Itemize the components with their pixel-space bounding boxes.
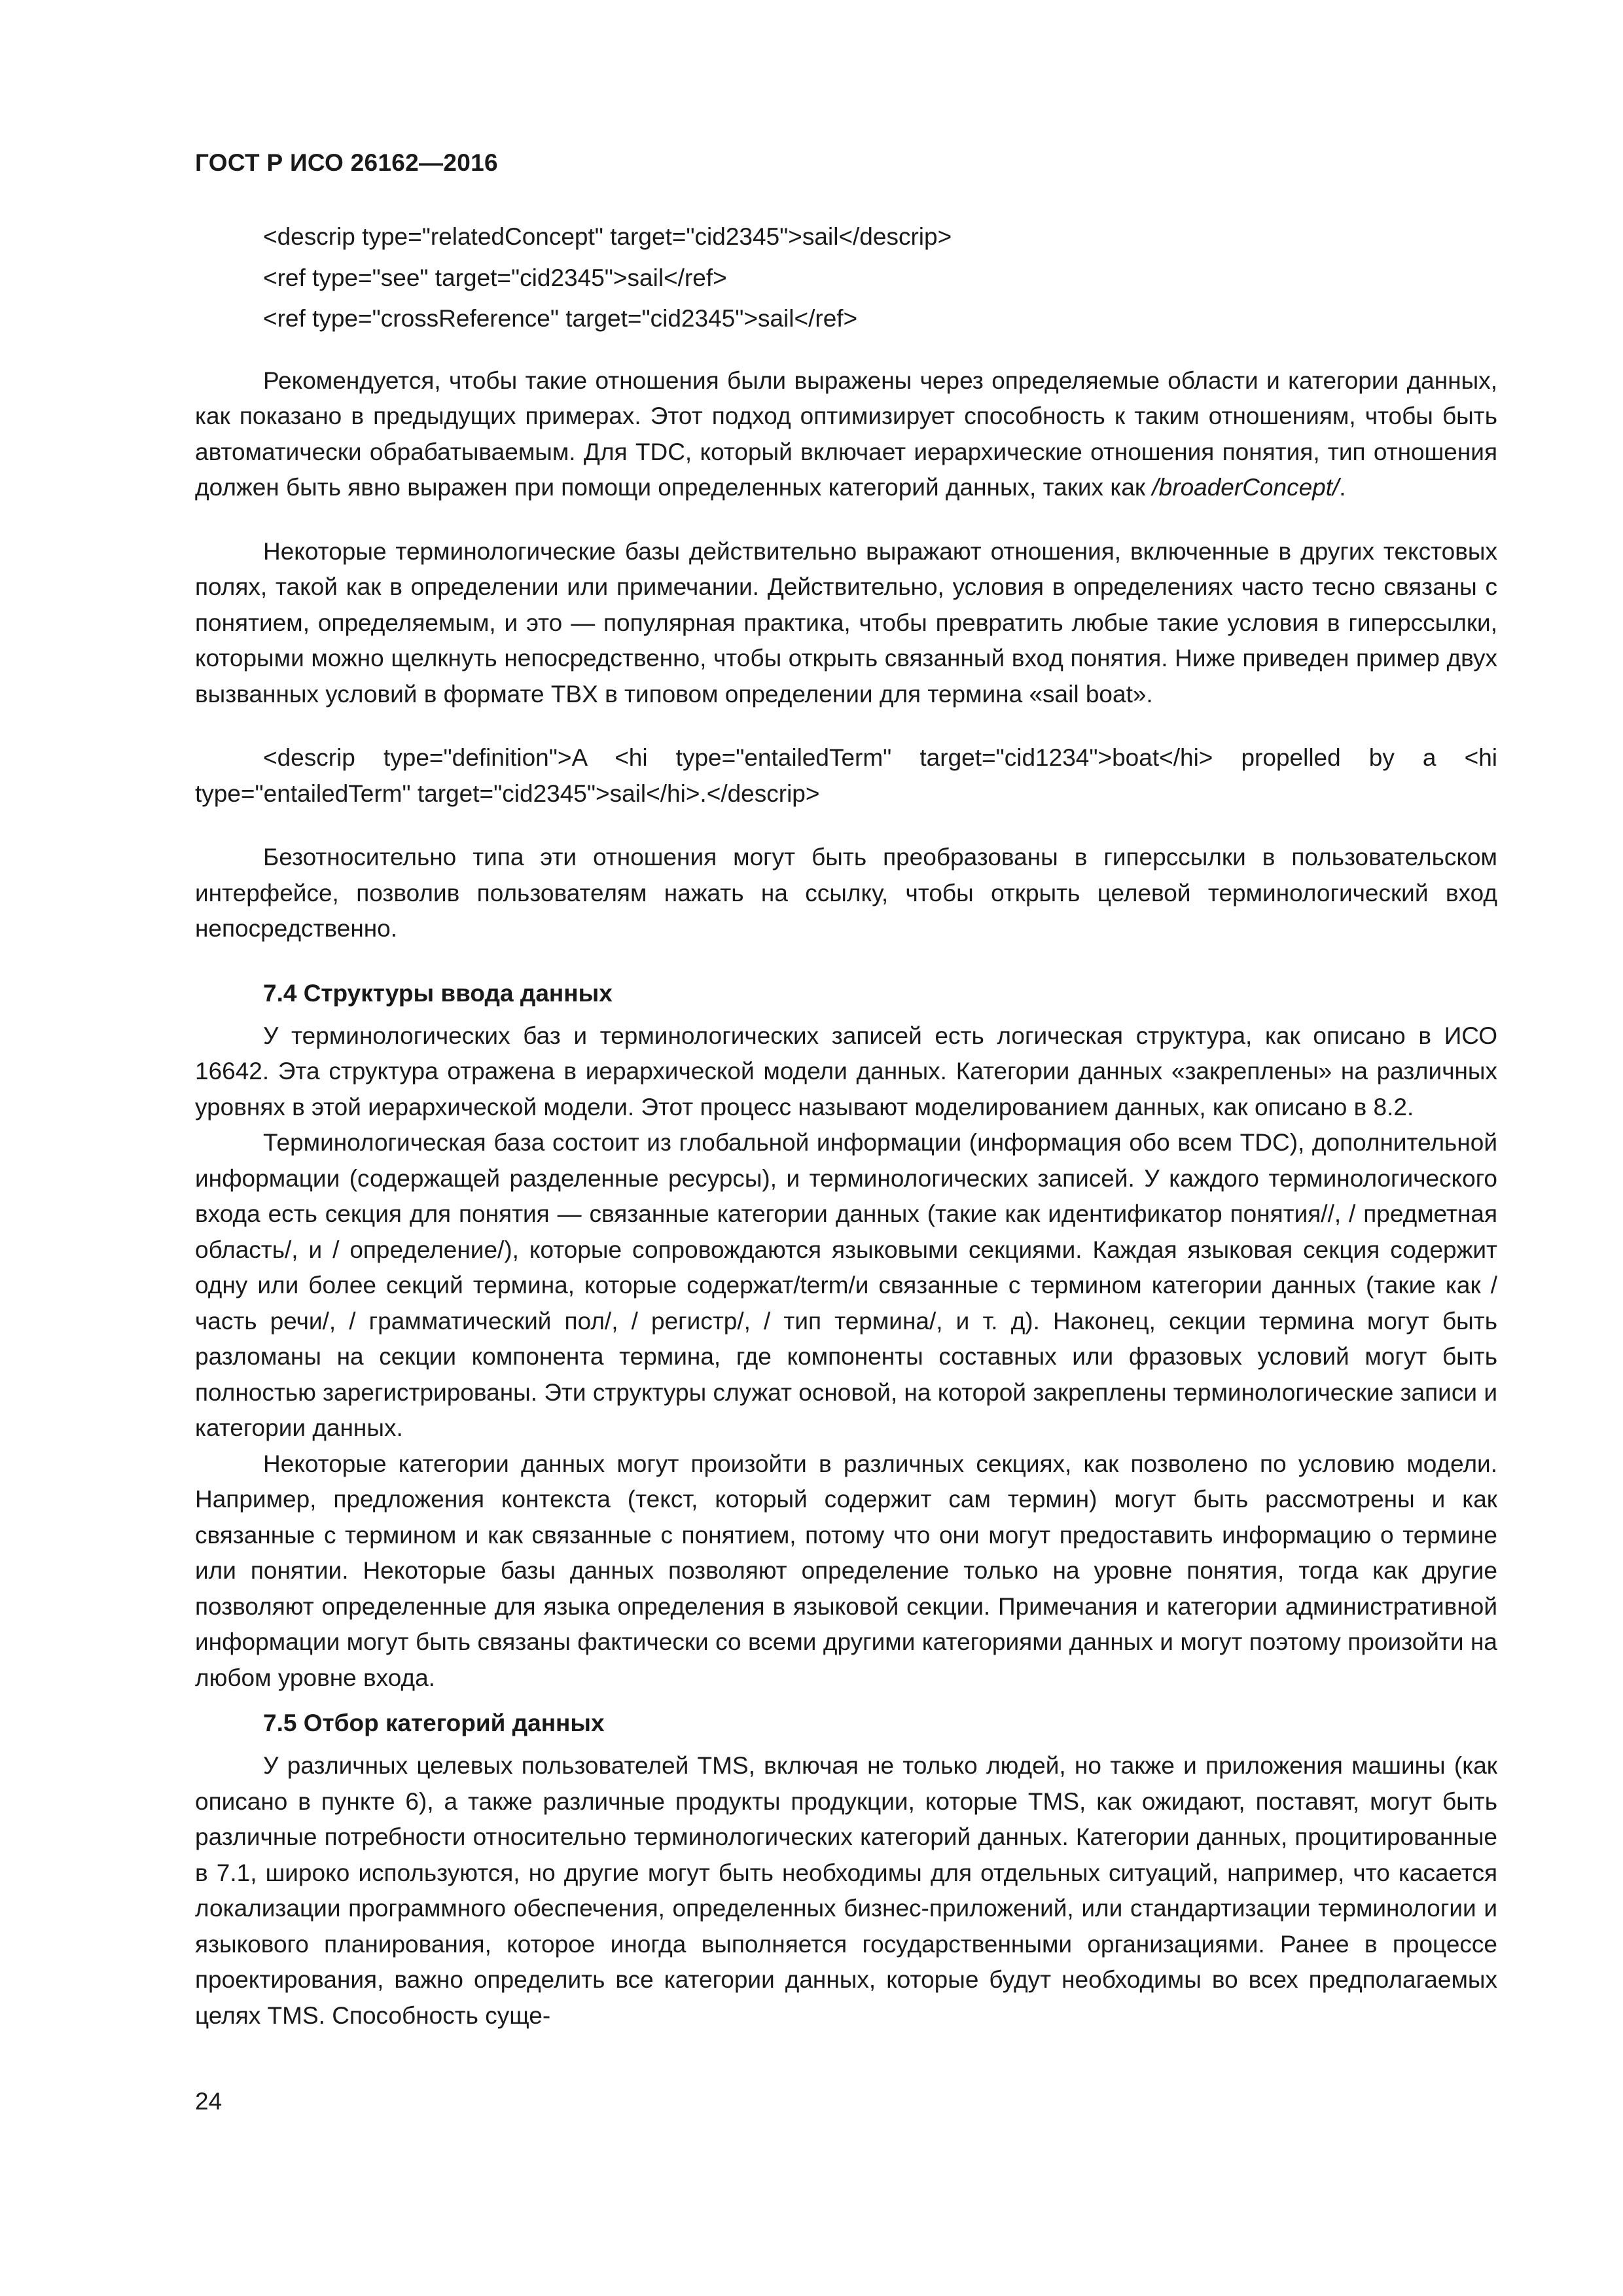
section-heading-7-4: 7.4 Структуры ввода данных <box>263 979 613 1007</box>
document-header: ГОСТ Р ИСО 26162—2016 <box>195 149 498 176</box>
section-heading-7-5: 7.5 Отбор категорий данных <box>263 1710 605 1736</box>
paragraph-text-end: . <box>1339 474 1346 501</box>
paragraph-relations-recommendation <box>195 363 1497 506</box>
paragraph-hyperlinks: Безотносительно типа эти отношения могут быть преобразованы в гиперссылки в пользовательском интерфейсе, позволив пользователям нажать на ссылку, чтобы открыть целевой терминологический вход непосредственно. <box>195 844 1497 942</box>
code-example-block <box>195 219 1497 337</box>
page-number: 24 <box>195 2088 223 2115</box>
paragraph-7-5-1: У различных целевых пользователей TMS, включая не только людей, но также и приложения машины (как описано в пункте 6), а также различные продукты продукции, которые TMS, как ожидают, поставят, могут быть различные потребности относительно терминологических категорий данных. Категории данных, процитированные в 7.1, широко используются, но другие могут быть необходимы для отдельных ситуаций, например, что касается локализации программного обеспечения, определенных бизнес-приложений, или стандартизации терминологии и языкового планирования, которое иногда выполняется государственными организациями. Ранее в процессе проектирования, важно определить все категории данных, которые будут необходимы во всех предполагаемых целях TMS. Способность суще- <box>195 1752 1497 2029</box>
code-line-cross-reference: <ref type="crossReference" target="cid2345">sail</ref> <box>263 305 858 332</box>
code-line-related-concept: <descrip type="relatedConcept" target="cid2345">sail</descrip> <box>263 223 952 250</box>
paragraph-embedded-relations: Некоторые терминологические базы действительно выражают отношения, включенные в других текстовых полях, такой как в определении или примечании. Действительно, условия в определениях часто тесно связаны с понятием, определяемым, и это — популярная практика, чтобы превратить любые такие условия в гиперссылки, которыми можно щелкнуть непосредственно, чтобы открыть связанный вход понятия. Ниже приведен пример двух вызванных условий в формате TBX в типовом определении для термина «sail boat». <box>195 537 1497 708</box>
paragraph-7-4-1: У терминологических баз и терминологических записей есть логическая структура, как описано в ИСО 16642. Эта структура отражена в иерархической модели данных. Категории данных «закреплены» на различных уровнях в этой иерархической модели. Этот процесс называют моделированием данных, как описано в 8.2. <box>195 1022 1497 1121</box>
broader-concept-term: /broaderConcept/ <box>1152 474 1340 501</box>
code-line-ref-see: <ref type="see" target="cid2345">sail</ref> <box>263 264 727 291</box>
paragraph-7-4-3: Некоторые категории данных могут произойти в различных секциях, как позволено по условию модели. Например, предложения контекста (текст, который содержит сам термин) могут быть рассмотрены и как связанные с термином и как связанные с понятием, потому что они могут предоставить информацию о термине или понятии. Некоторые базы данных позволяют определение только на уровне понятия, тогда как другие позволяют определенные для языка определения в языковой секции. Примечания и категории административной информации могут быть связаны фактически со всеми другими категориями данных и могут поэтому произойти на любом уровне входа. <box>195 1450 1497 1691</box>
page-content <box>195 219 1497 2034</box>
paragraph-text: Рекомендуется, чтобы такие отношения были выражены через определяемые области и категории данных, как показано в предыдущих примерах. Этот подход оптимизирует способность к таким отношениям, чтобы быть автоматически обрабатываемым. Для TDC, который включает иерархические отношения понятия, тип отношения должен быть явно выражен при помощи определенных категорий данных, таких как <box>195 367 1497 501</box>
paragraph-7-4-2: Терминологическая база состоит из глобальной информации (информация обо всем TDC), дополнительной информации (содержащей разделенные ресурсы), и терминологических записей. У каждого терминологического входа есть секция для понятия — связанные категории данных (такие как идентификатор понятия//, / предметная область/, и / определение/), которые сопровождаются языковыми секциями. Каждая языковая секция содержит одну или более секций термина, которые содержат/term/и связанные с термином категории данных (такие как / часть речи/, / грамматический пол/, / регистр/, / тип термина/, и т. д). Наконец, секции термина могут быть разломаны на секции компонента термина, где компоненты составных или фразовых условий могут быть полностью зарегистрированы. Эти структуры служат основой, на которой закреплены терминологические записи и категории данных. <box>195 1129 1497 1441</box>
code-definition-example: <descrip type="definition">A <hi type="entailedTerm" target="cid1234">boat</hi> propelled by a <hi type="entailedTerm" target="cid2345">sail</hi>.</descrip> <box>195 744 1497 807</box>
